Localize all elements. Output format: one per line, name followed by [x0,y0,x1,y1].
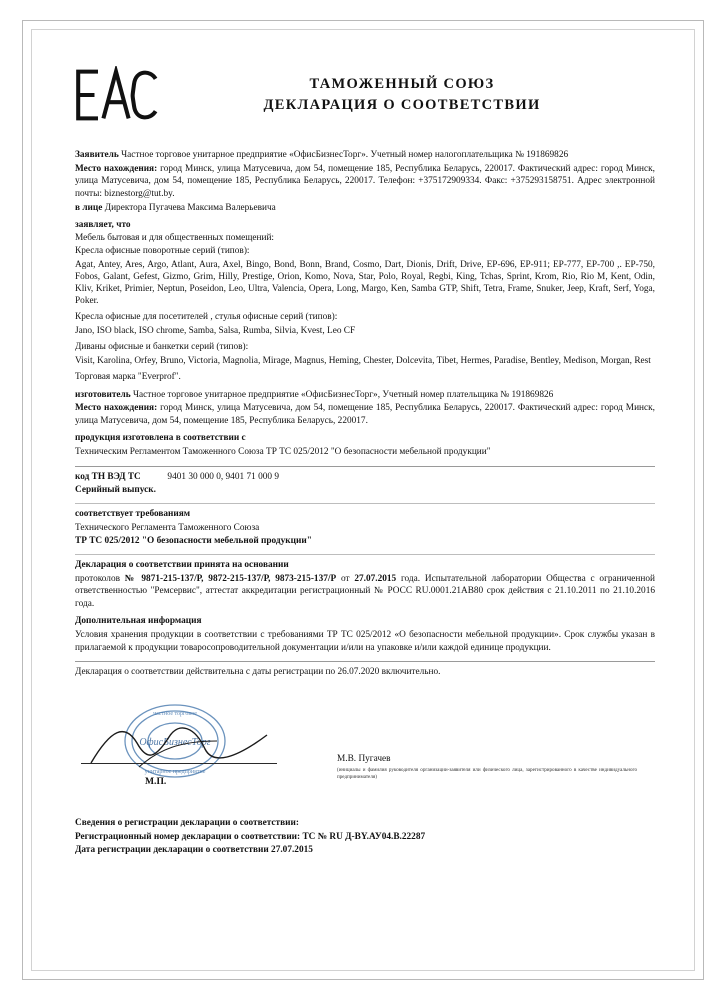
conformity-line-2: ТР ТС 025/2012 "О безопасности мебельной продукции" [75,536,312,547]
registration-title: Сведения о регистрации декларации о соответствии: [75,818,299,829]
manufacturer-label: изготовитель [75,389,131,400]
basis-prefix: протоколов [75,573,120,584]
basis-date: 27.07.2015 [354,573,397,584]
divider-2 [75,503,655,504]
product-group-title-0: Кресла офисные поворотные серий (типов): [75,246,250,257]
applicant-location-line [75,163,655,201]
svg-text:частное торговое: частное торговое [153,711,197,718]
registration-number-line [75,831,655,844]
stamp-text: ОфисБизнесТорг [139,737,211,749]
basis-block [75,559,655,611]
additional-info-block [75,615,655,654]
basis-label: Декларация о соответствии принята на основании [75,559,289,570]
representative-text: Директора Пугачева Максима Валерьевича [104,202,276,213]
additional-info-label: Дополнительная информация [75,616,202,627]
produced-according-label: продукция изготовлена в соответствии с [75,433,246,444]
registration-block [75,817,655,857]
serial-label: Серийный выпуск. [75,485,156,496]
divider-1 [75,466,655,467]
validity-date: 26.07.2020 [337,667,380,678]
product-group-text-1: Jano, ISO black, ISO chrome, Samba, Salsa, Rumba, Silvia, Kvest, Leo CF [75,326,356,337]
manufacturer-block [75,389,655,428]
code-line [75,471,655,484]
certificate-sheet [22,20,704,980]
product-group-title-1: Кресла офисные для посетителей , стулья офисные серий (типов): [75,312,338,323]
validity-prefix: Декларация о соответствии действительна с даты регистрации по [75,667,336,678]
divider-4 [75,661,655,662]
applicant-location-label: Место нахождения: [75,163,158,174]
applicant-text: Частное торговое унитарное предприятие «ОфисБизнесТорг». Учетный номер налогоплательщика № 191869826 [121,150,569,160]
signature-rule [81,763,277,764]
representative-label: в лице [75,202,103,213]
manufacturer-location-label: Место нахождения: [75,403,158,414]
registration-date-label: Дата регистрации декларации о соответствии [75,845,269,856]
title-line-1: ТАМОЖЕННЫЙ СОЮЗ [309,75,495,92]
registration-date-value: 27.07.2015 [271,845,313,856]
validity-line [75,666,655,679]
codes-block [75,471,655,497]
produced-according-text: Техническим Регламентом Таможенного Союза ТР ТС 025/2012 "О безопасности мебельной продукции" [75,447,491,458]
round-stamp-icon [111,695,239,787]
manufacturer-location-line [75,402,655,427]
applicant-line [75,149,655,162]
manufacturer-location-text: город Минск, улица Матусевича, дом 54, помещение 185, Республика Беларусь, 220017. Фактический адрес: город Минск, улица Матусевича, дом 54, помещение 185, Республика Беларусь, 220017. [75,403,655,426]
applicant-location-text: город Минск, улица Матусевича, дом 54, помещение 185, Республика Беларусь, 220017. Фактический адрес: город Минск, улица Матусевича, дом 54, помещение 185, Республика Беларусь, 220017. Телефон: +375172909334. Факс: +375293158751. Адрес электронной почты: biznestorg@tut.by. [75,163,655,199]
title-line-2: ДЕКЛАРАЦИЯ О СООТВЕТСТВИИ [263,97,541,113]
declaration-block [75,219,655,383]
svg-text:унитарное предприятие: унитарное предприятие [144,769,206,776]
signatory-name: М.В. Пугачев [337,754,391,765]
document-body [75,149,655,858]
registration-date-line [75,844,655,857]
conformity-label: соответствует требованиям [75,509,191,519]
basis-mid: от [340,573,350,584]
manufacturer-text: Частное торговое унитарное предприятие «ОфисБизнесТорг», Учетный номер плательщика № 191869826 [133,389,554,400]
code-label: код ТН ВЭД ТС [75,471,141,482]
basis-text [75,573,655,611]
product-group-title-2: Диваны офисные и банкетки серий (типов): [75,342,249,353]
manufacturer-line [75,389,655,402]
applicant-representative-line [75,202,655,215]
validity-suffix: включительно. [381,667,441,678]
applicant-label: Заявитель [75,150,119,160]
registration-number-label: Регистрационный номер декларации о соответствии: [75,831,301,842]
basis-protocols: № 9871-215-137/Р, 9872-215-137/Р, 9873-215-137/Р [124,573,337,584]
document-header [23,66,703,124]
additional-info-text: Условия хранения продукции в соответствии с требованиями ТР ТС 025/2012 «О безопасности мебельной продукции». Срок службы указан в прилагаемой к продукции товаросопроводительной документации и/или на упаковке и/или каждой единице продукции. [75,630,655,653]
applicant-block [75,149,655,214]
product-group-text-2: Visit, Karolina, Orfey, Bruno, Victoria, Magnolia, Mirage, Magnus, Heming, Chester, Dolcevita, Tibet, Hermes, Paradise, Bentley, Medison, Morgan, Rest [75,355,651,366]
declares-label: заявляет, что [75,220,131,231]
signature-area [75,705,655,801]
conformity-line-1: Технического Регламента Таможенного Союза [75,522,260,533]
document-title [161,74,703,116]
conformity-block [75,508,655,548]
eac-mark-icon [71,66,161,124]
produced-according-block [75,432,655,458]
trademark-text: Торговая марка "Everprof". [75,371,181,382]
product-group-text-0: Agat, Antey, Ares, Argo, Atlant, Aura, Axel, Bingo, Bond, Bonn, Brand, Cosmo, Dart, Dionis, Drift, Drive, EP-696, EP-911; EP-777, EP-700 ,. EP-750, Fobos, Galant, Gefest, Gizmo, Grim, Hilly, Prestige, Orion, Komo, Nova, Star, Polo, Royal, Regbi, King, Tchas, Sprint, Krom, Rio, Rio M, Kent, Odin, Kliv, Kriket, Primier, Neptun, Poseidon, Leo, Ultra, Valencia, Opera, Long, Margo, Ken, Samba GTP, Shift, Tetra, Frame, Snuker, Jeep, Kraft, Serf, Yoga, Poker. [75,260,655,307]
basis-suffix: года. Испытательной лаборатории Общества с ограниченной ответственностью "Ремсервис", аттестат аккредитации регистрационный № РОСС RU.0001.21АВ80 срок действия с 21.10.2011 по 21.10.2016 года. [75,573,655,609]
declares-intro: Мебель бытовая и для общественных помещений: [75,232,275,243]
code-value: 9401 30 000 0, 9401 71 000 9 [167,471,279,482]
registration-number-value: ТС № RU Д-BY.АУ04.В.22287 [302,831,426,842]
signatory-caption: (инициалы и фамилия руководителя организации-заявителя или физического лица, зарегистрированного в качестве индивидуального предпринимателя) [337,767,637,780]
divider-3 [75,554,655,555]
mp-label: М.П. [145,776,167,788]
handwritten-signature-icon [85,719,275,776]
